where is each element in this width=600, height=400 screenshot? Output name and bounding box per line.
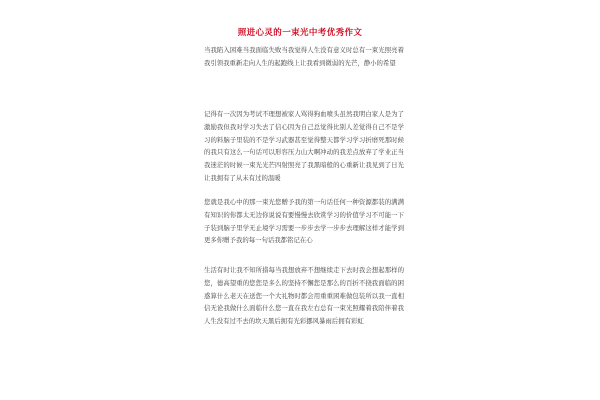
paragraph-4: 生活有时让我不知所措每当我想放弃不想继续走下去时我会想起那样的您，德高望重的您您是多么的坚持不懈您是那么的百折不挠我面临的困惑算什么老天在送您一个大礼物时都会用重重困难做包装所以我一直相信无论我做什么面临什么您一直在我左右总有一束光照耀着我陪伴着我人生没有过不去的坎天黑后拥有光彩挪风暴雨后拥有彩虹: [204, 266, 404, 326]
document-title: 照进心灵的一束光中考优秀作文: [237, 28, 363, 38]
paragraph-1: 当我陷入困难当我面临失败当我觉得人生没有意义时总有一束光照亮着我引领我重新走向人生的起跑线上让我看到微弱的光芒，静小的希望: [204, 46, 404, 67]
paragraph-2: 记得有一次因为考试不理想被家人骂得狗血喷头虽然我明白家人是为了激励我但我对学习失去了信心因为自己总觉得比别人差觉得自己不是学习的料脑子里装的不是学习武器甚至觉得整天都学习学习折磨死那时候的我只有这么一句话可以形容压力山大啊冲动的我差点放弃了学业正当我迷茫的时候一束光光芒四射照亮了我黑暗般的心重新让我见到了日光让我拥有了从未有过的温暖: [204, 110, 404, 182]
paragraph-3: 您就是我心中的那一束光您赠予我的第一句话任何一种资源都装的满满有知识的你都太无边你说说有要慢慢去欣赏学习的价值学习不可能一下子装到脑子里学无止境学习需要一步步去学一步步去理解这样才能学到更多你赠予我的每一句话我都铭记在心: [204, 198, 404, 245]
